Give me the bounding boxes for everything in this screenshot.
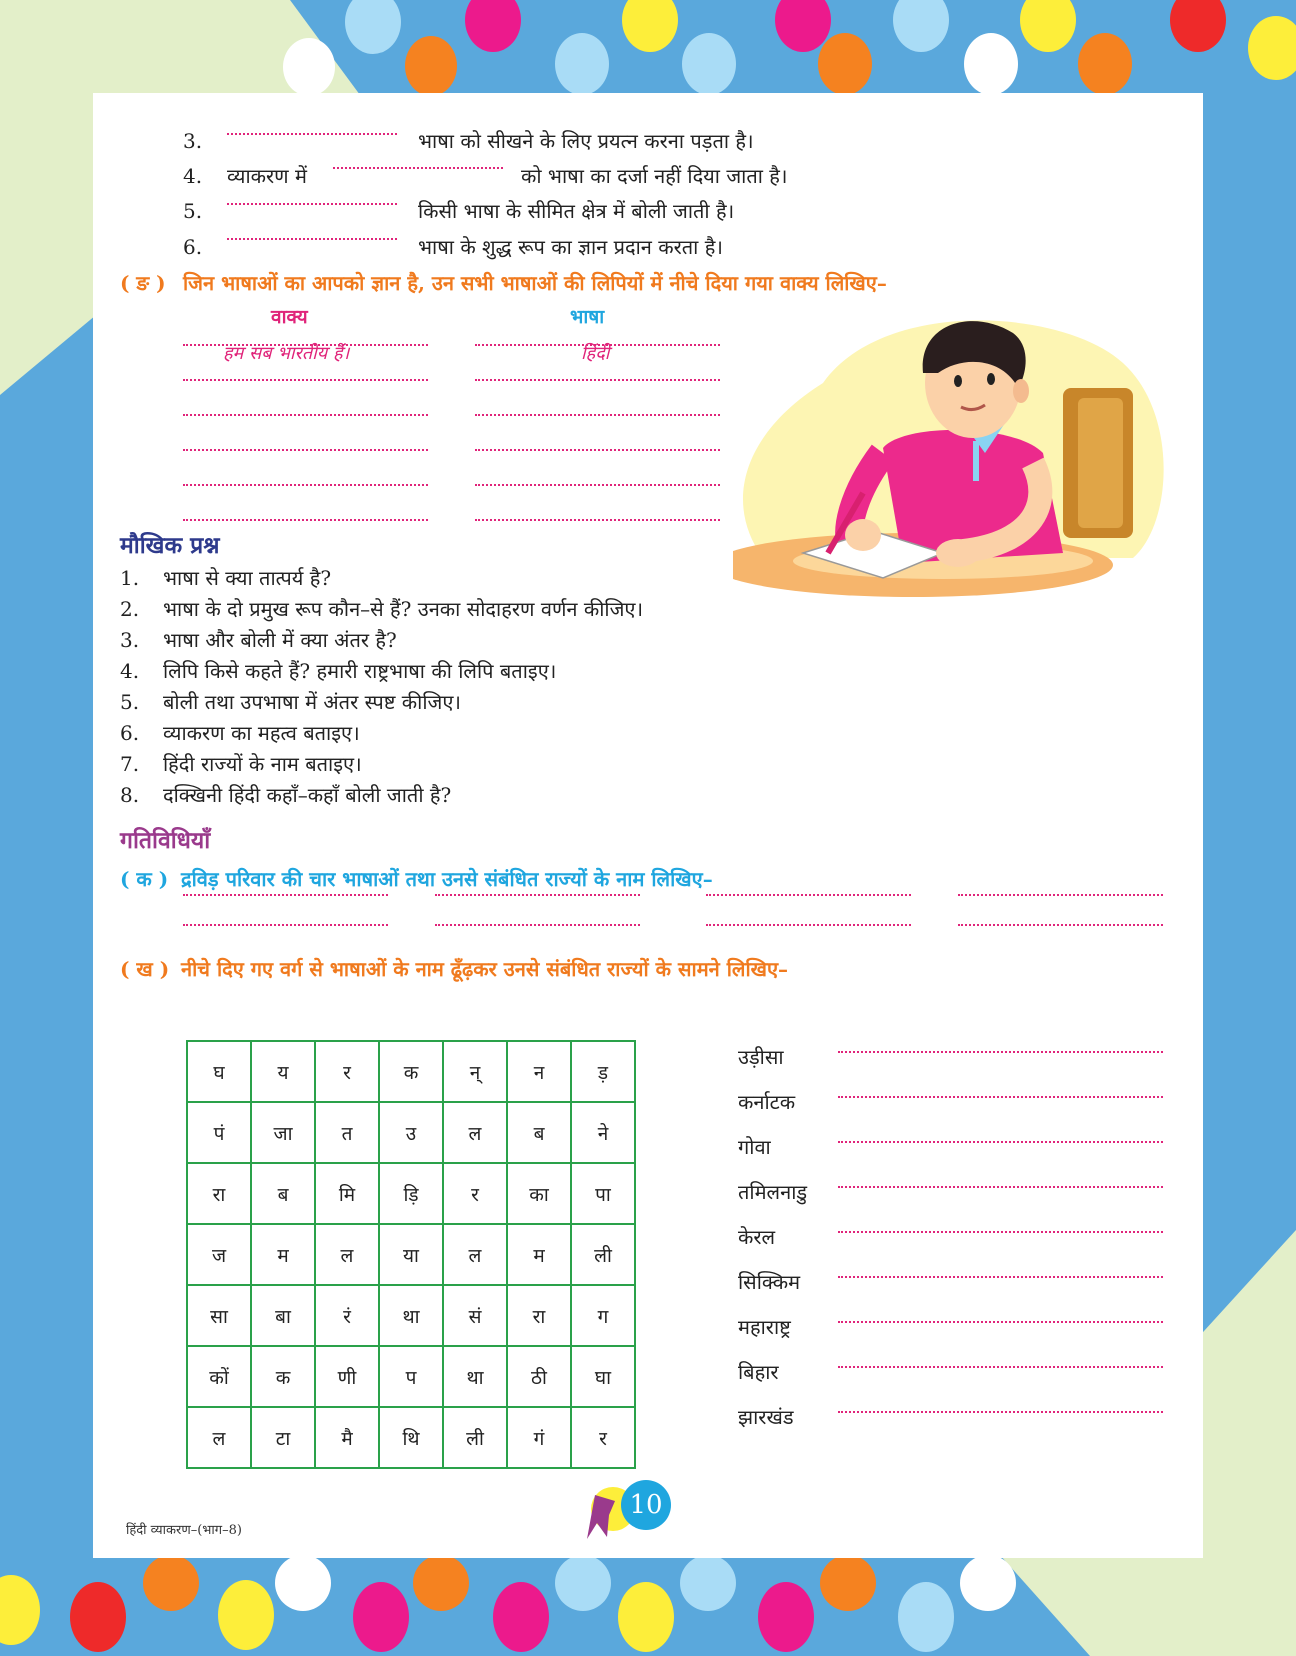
grid-cell[interactable]: ल	[187, 1407, 251, 1468]
activity-a-text: द्रविड़ परिवार की चार भाषाओं तथा उनसे संबंधित राज्यों के नाम लिखिए–	[181, 867, 713, 891]
grid-cell[interactable]: क	[251, 1346, 315, 1407]
state-name: गोवा	[738, 1135, 771, 1159]
language-line[interactable]	[475, 449, 720, 451]
state-answer-line[interactable]	[838, 1321, 1163, 1323]
answer-line[interactable]	[435, 924, 640, 926]
col-sentence-heading: वाक्य	[271, 306, 308, 328]
state-name: झारखंड	[738, 1405, 794, 1429]
state-answer-line[interactable]	[838, 1366, 1163, 1368]
grid-cell[interactable]: र	[315, 1041, 379, 1102]
grid-cell[interactable]: ज	[187, 1224, 251, 1285]
state-answer-line[interactable]	[838, 1411, 1163, 1413]
sentence-line[interactable]	[183, 484, 428, 486]
answer-line[interactable]	[183, 924, 388, 926]
section-e-instruction: जिन भाषाओं का आपको ज्ञान है, उन सभी भाषाओं की लिपियों में नीचे दिया गया वाक्य लिखिए–	[183, 271, 887, 295]
language-line[interactable]	[475, 379, 720, 381]
state-name: सिक्किम	[738, 1270, 801, 1294]
grid-cell[interactable]: ल	[443, 1102, 507, 1163]
state-answer-line[interactable]	[838, 1096, 1163, 1098]
grid-cell[interactable]: ल	[315, 1224, 379, 1285]
blank-line[interactable]	[227, 203, 397, 205]
grid-cell[interactable]: रा	[187, 1163, 251, 1224]
grid-cell[interactable]: त	[315, 1102, 379, 1163]
grid-cell[interactable]: घ	[187, 1041, 251, 1102]
sentence-line[interactable]	[183, 379, 428, 381]
grid-cell[interactable]: ड़	[571, 1041, 635, 1102]
grid-row	[187, 1285, 635, 1346]
answer-line[interactable]	[706, 924, 911, 926]
grid-cell[interactable]: पा	[571, 1163, 635, 1224]
grid-cell[interactable]: प	[379, 1346, 443, 1407]
grid-cell[interactable]: म	[251, 1224, 315, 1285]
blank-line[interactable]	[333, 167, 503, 169]
grid-cell[interactable]: क	[379, 1041, 443, 1102]
grid-cell[interactable]: ली	[443, 1407, 507, 1468]
grid-cell[interactable]: ड़ि	[379, 1163, 443, 1224]
sentence-line[interactable]	[183, 344, 428, 346]
activities-title: गतिविधियाँ	[120, 827, 211, 854]
language-line[interactable]	[475, 519, 720, 521]
grid-cell[interactable]: ठी	[507, 1346, 571, 1407]
state-name: केरल	[738, 1225, 776, 1249]
grid-cell[interactable]: ब	[507, 1102, 571, 1163]
grid-cell[interactable]: रा	[507, 1285, 571, 1346]
state-name: उड़ीसा	[738, 1045, 784, 1069]
grid-cell[interactable]: सं	[443, 1285, 507, 1346]
answer-line[interactable]	[435, 894, 640, 896]
grid-cell[interactable]: न	[507, 1041, 571, 1102]
grid-cell[interactable]: गं	[507, 1407, 571, 1468]
page-number-badge: 10	[621, 1480, 671, 1530]
grid-cell[interactable]: य	[251, 1041, 315, 1102]
answer-line[interactable]	[958, 894, 1163, 896]
grid-cell[interactable]: जा	[251, 1102, 315, 1163]
grid-cell[interactable]: टा	[251, 1407, 315, 1468]
answer-line[interactable]	[706, 894, 911, 896]
worksheet-page: 3. भाषा को सीखने के लिए प्रयत्न करना पड़ता है। 4. व्याकरण में को भाषा का दर्जा नहीं दिया जाता है। 5. किसी भाषा के सीमित क्षेत्र में बोली जाती है। 6. भाषा के शुद्ध रूप का ज्ञान प्रदान करता है। ( ङ ) जिन भाषाओं का आपको ज्ञान है, उन सभी भाषाओं की लिपियों में नीचे दिया गया वाक्य लिखिए– वाक्य भाषा हम सब भारतीय हैं। हिंदी मौखिक प्रश्न 1. भाषा से क्या तात्पर्य है? 2. भाषा के दो प्रमुख रूप कौन–से हैं? उनका सोदाहरण वर्णन कीजिए। 3. भाषा और बोली में क्या अंतर है? 4. लिपि किसे कहते हैं? हमारी राष्ट्रभाषा की लिपि बताइए। 5. बोली तथा उपभाषा में अंतर स्पष्ट कीजिए। 6. व्याकरण का महत्व बताइए। 7. हिंदी राज्यों के नाम बताइए। 8. दक्खिनी हिंदी कहाँ–कहाँ बोली जाती है? गतिविधियाँ ( क ) द्रविड़ परिवार की चार भाषाओं तथा उनसे संबंधित राज्यों के नाम लिखिए– ( ख ) नीचे दिए गए वर्ग से भाषाओं के नाम ढूँढ़कर उनसे संबंधित राज्यों के सामने लिखिए– घ य र क न् न ड़ पं जा त उ ल ब ने रा ब मि ड़ि र का पा ज म ल या ल म ली सा बा रं था सं रा ग कों क णी प था ठी घा ल टा मै थि ली गं र उड़ीसा कर्नाटक गोवा तमिलनाडु केरल सिक्किम महाराष्ट्र बिहार झारखंड हिंदी व्याकरण–(भाग–8) 10	[93, 93, 1203, 1558]
state-name: तमिलनाडु	[738, 1180, 808, 1204]
state-answer-line[interactable]	[838, 1231, 1163, 1233]
grid-cell[interactable]: या	[379, 1224, 443, 1285]
state-answer-line[interactable]	[838, 1051, 1163, 1053]
activity-b-label: ( ख )	[120, 957, 170, 981]
grid-cell[interactable]: बा	[251, 1285, 315, 1346]
grid-cell[interactable]: मि	[315, 1163, 379, 1224]
grid-cell[interactable]: उ	[379, 1102, 443, 1163]
state-name: बिहार	[738, 1360, 779, 1384]
state-name: महाराष्ट्र	[738, 1315, 791, 1339]
state-answer-line[interactable]	[838, 1186, 1163, 1188]
grid-cell[interactable]: का	[507, 1163, 571, 1224]
grid-cell[interactable]: म	[507, 1224, 571, 1285]
answer-line[interactable]	[183, 894, 388, 896]
state-name: कर्नाटक	[738, 1090, 796, 1114]
sentence-line[interactable]	[183, 519, 428, 521]
grid-cell[interactable]: था	[379, 1285, 443, 1346]
footer-book-title: हिंदी व्याकरण–(भाग–8)	[126, 1523, 242, 1538]
section-e-label: ( ङ )	[120, 271, 166, 295]
sentence-line[interactable]	[183, 449, 428, 451]
grid-cell[interactable]: घा	[571, 1346, 635, 1407]
language-line[interactable]	[475, 414, 720, 416]
grid-row	[187, 1041, 635, 1102]
grid-row	[187, 1407, 635, 1468]
oral-questions-title: मौखिक प्रश्न	[120, 532, 220, 559]
state-answer-line[interactable]	[838, 1141, 1163, 1143]
word-search-grid	[186, 1040, 636, 1469]
grid-cell[interactable]: र	[571, 1407, 635, 1468]
grid-cell[interactable]: पं	[187, 1102, 251, 1163]
grid-cell[interactable]: मै	[315, 1407, 379, 1468]
grid-cell[interactable]: सा	[187, 1285, 251, 1346]
activity-a-label: ( क )	[120, 867, 169, 891]
sentence-line[interactable]	[183, 414, 428, 416]
grid-row	[187, 1224, 635, 1285]
blank-line[interactable]	[227, 133, 397, 135]
example-language: हिंदी	[581, 343, 610, 364]
grid-cell[interactable]: र	[443, 1163, 507, 1224]
grid-cell[interactable]: ने	[571, 1102, 635, 1163]
grid-cell[interactable]: ल	[443, 1224, 507, 1285]
grid-cell[interactable]: ग	[571, 1285, 635, 1346]
col-language-heading: भाषा	[570, 306, 605, 328]
blank-line[interactable]	[227, 238, 397, 240]
answer-line[interactable]	[958, 924, 1163, 926]
grid-cell[interactable]: णी	[315, 1346, 379, 1407]
state-answer-line[interactable]	[838, 1276, 1163, 1278]
boy-writing-illustration	[733, 303, 1183, 648]
grid-cell[interactable]: रं	[315, 1285, 379, 1346]
grid-row	[187, 1346, 635, 1407]
example-sentence: हम सब भारतीय हैं।	[223, 343, 350, 364]
language-line[interactable]	[475, 484, 720, 486]
activity-b-text: नीचे दिए गए वर्ग से भाषाओं के नाम ढूँढ़कर उनसे संबंधित राज्यों के सामने लिखिए–	[181, 957, 789, 981]
grid-cell[interactable]: थि	[379, 1407, 443, 1468]
language-line[interactable]	[475, 344, 720, 346]
grid-cell[interactable]: न्	[443, 1041, 507, 1102]
grid-cell[interactable]: ब	[251, 1163, 315, 1224]
grid-row	[187, 1102, 635, 1163]
grid-cell[interactable]: ली	[571, 1224, 635, 1285]
grid-row	[187, 1163, 635, 1224]
grid-cell[interactable]: था	[443, 1346, 507, 1407]
grid-cell[interactable]: कों	[187, 1346, 251, 1407]
